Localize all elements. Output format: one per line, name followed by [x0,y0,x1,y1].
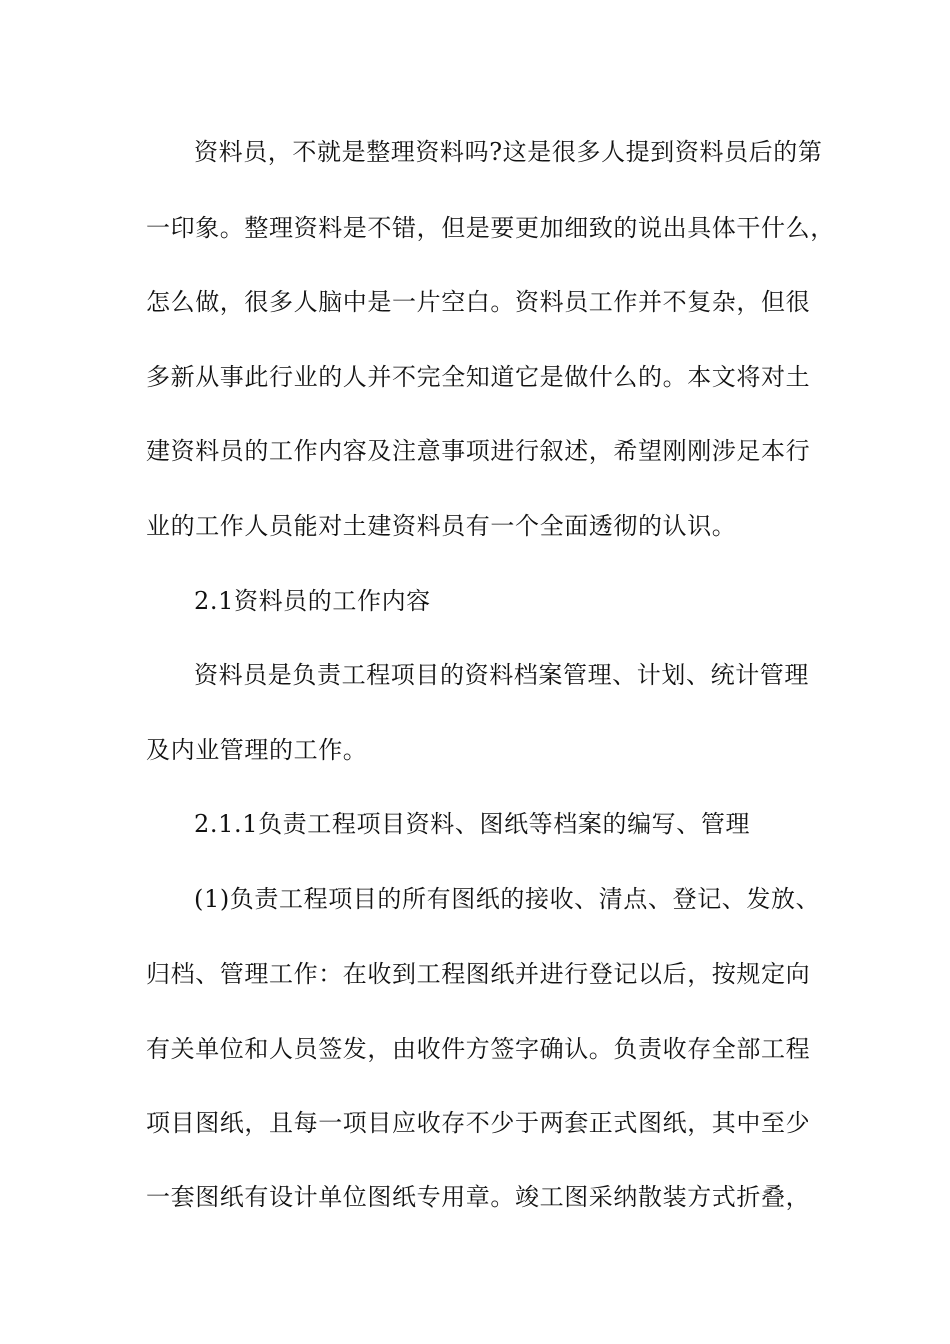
paragraph-line: 及内业管理的工作。 [146,736,368,764]
paragraph-line: 一印象。整理资料是不错，但是要更加细致的说出具体干什么， [146,214,835,242]
paragraph-line: 建资料员的工作内容及注意事项进行叙述，希望刚刚涉足本行 [146,437,811,465]
paragraph-line: 怎么做，很多人脑中是一片空白。资料员工作并不复杂，但很 [146,288,811,316]
paragraph-line: 项目图纸，且每一项目应收存不少于两套正式图纸，其中至少 [146,1109,811,1137]
paragraph-line: (1)负责工程项目的所有图纸的接收、清点、登记、发放、 [194,885,821,913]
paragraph-line: 业的工作人员能对土建资料员有一个全面透彻的认识。 [146,512,737,540]
paragraph-line: 多新从事此行业的人并不完全知道它是做什么的。本文将对土 [146,363,811,391]
paragraph-line: 资料员，不就是整理资料吗?这是很多人提到资料员后的第 [194,138,823,166]
subsection-heading: 2.1.1负责工程项目资料、图纸等档案的编写、管理 [194,810,751,838]
section-heading: 2.1资料员的工作内容 [194,587,431,615]
paragraph-line: 归档、管理工作：在收到工程图纸并进行登记以后，按规定向 [146,960,811,988]
paragraph-line: 一套图纸有设计单位图纸专用章。竣工图采纳散装方式折叠， [146,1183,811,1211]
paragraph-line: 资料员是负责工程项目的资料档案管理、计划、统计管理 [194,661,809,689]
paragraph-line: 有关单位和人员签发，由收件方签字确认。负责收存全部工程 [146,1035,811,1063]
